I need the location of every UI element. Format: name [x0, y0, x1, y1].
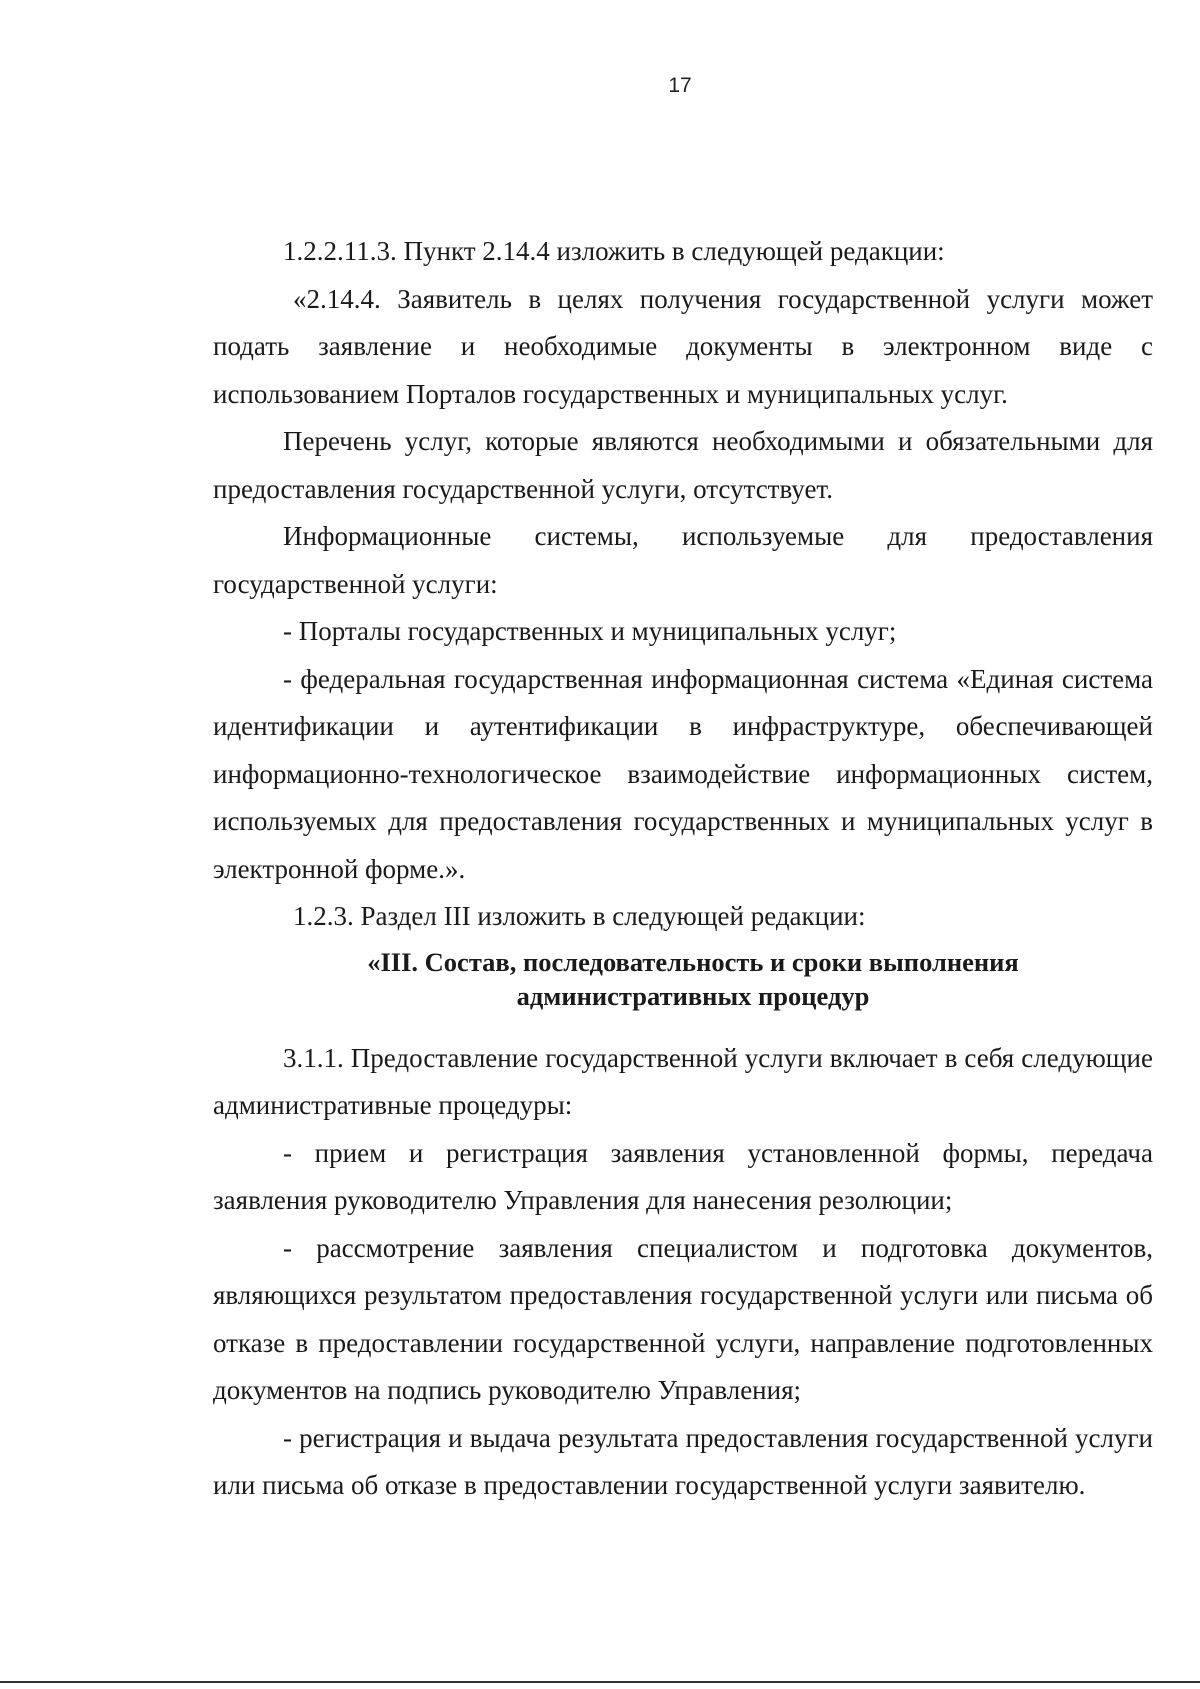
section-heading-line2: административных процедур	[516, 980, 870, 1011]
section-heading	[213, 945, 1153, 1013]
paragraph-3-1-1: 3.1.1. Предоставление государственной услуги включает в себя следующие административные процедуры:	[213, 1042, 1153, 1120]
list-item-esia: - федеральная государственная информационная система «Единая система идентификации и аутентификации в инфраструктуре, обеспечивающей информационно-технологическое взаимодействие информационных систем, используемых для предоставления государственных и муниципальных услуг в электронной форме.».	[213, 663, 1153, 884]
list-item-reception: - прием и регистрация заявления установленной формы, передача заявления руководителю Управления для нанесения резолюции;	[213, 1137, 1153, 1215]
section-heading-line1: «III. Состав, последовательность и сроки выполнения	[367, 946, 1019, 977]
paragraph-applicant-electronic: «2.14.4. Заявитель в целях получения государственной услуги может подать заявление и необходимые документы в электронном виде с использованием Порталов государственных и муниципальных услуг.	[213, 283, 1153, 409]
paragraph-information-systems: Информационные системы, используемые для предоставления государственной услуги:	[213, 521, 1153, 599]
list-item-issuance: - регистрация и выдача результата предоставления государственной услуги или письма об отказе в предоставлении государственной услуги заявителю.	[213, 1422, 1153, 1500]
document-body	[213, 228, 1153, 1510]
paragraph-amendment-2-14-4: 1.2.2.11.3. Пункт 2.14.4 изложить в следующей редакции:	[283, 236, 945, 266]
paragraph-section-3-amendment: 1.2.3. Раздел III изложить в следующей редакции:	[293, 901, 866, 931]
list-item-review: - рассмотрение заявления специалистом и подготовка документов, являющихся результатом предоставления государственной услуги или письма об отказе в предоставлении государственной услуги, направление подготовленных документов на подпись руководителю Управления;	[213, 1232, 1153, 1405]
paragraph-services-list: Перечень услуг, которые являются необходимыми и обязательными для предоставления государственной услуги, отсутствует.	[213, 426, 1153, 504]
bottom-border-line	[0, 1681, 1200, 1683]
page-number: 17	[668, 74, 692, 97]
list-item-portals: - Порталы государственных и муниципальных услуг;	[283, 616, 897, 646]
